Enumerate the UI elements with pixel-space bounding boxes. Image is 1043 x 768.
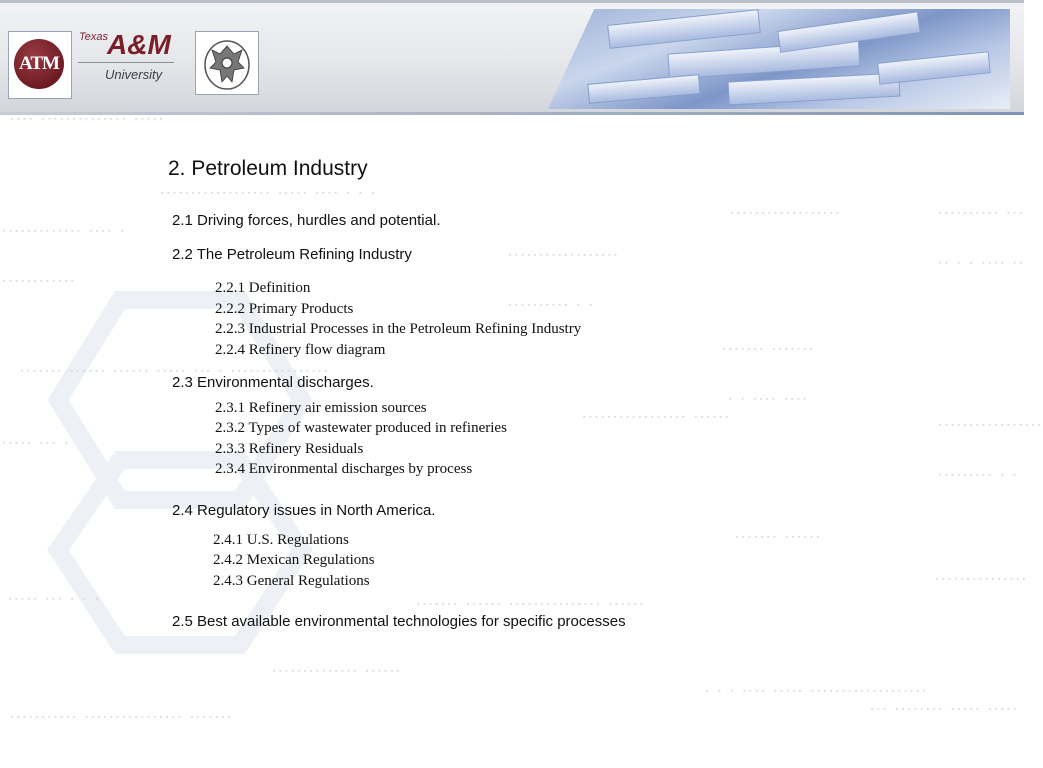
brand-university: University bbox=[105, 67, 163, 82]
section-2-2-4: 2.2.4 Refinery flow diagram bbox=[215, 342, 386, 358]
state-seal-icon bbox=[195, 31, 259, 95]
section-2-3-1: 2.3.1 Refinery air emission sources bbox=[215, 400, 427, 416]
section-2-3: 2.3 Environmental discharges. bbox=[172, 374, 374, 391]
section-2-2-3: 2.2.3 Industrial Processes in the Petroleum Refining Industry bbox=[215, 321, 582, 337]
banner-divider bbox=[0, 112, 1024, 115]
atm-monogram: ATM bbox=[14, 39, 64, 89]
banner-graphic bbox=[548, 9, 1010, 109]
atm-logo bbox=[8, 31, 72, 99]
brand-am: A&M bbox=[107, 29, 171, 60]
section-2-1: 2.1 Driving forces, hurdles and potential. bbox=[172, 212, 441, 229]
section-2-4-1: 2.4.1 U.S. Regulations bbox=[213, 532, 349, 548]
section-2-4-2: 2.4.2 Mexican Regulations bbox=[213, 552, 375, 568]
section-2-3-3: 2.3.3 Refinery Residuals bbox=[215, 441, 364, 457]
slide-title: 2. Petroleum Industry bbox=[168, 157, 368, 180]
header-banner bbox=[0, 0, 1024, 115]
section-2-2-2: 2.2.2 Primary Products bbox=[215, 301, 354, 317]
section-2-2-1: 2.2.1 Definition bbox=[215, 280, 311, 296]
section-2-4: 2.4 Regulatory issues in North America. bbox=[172, 502, 436, 519]
section-2-4-3: 2.4.3 General Regulations bbox=[213, 573, 370, 589]
section-2-3-2: 2.3.2 Types of wastewater produced in refineries bbox=[215, 420, 507, 436]
section-2-2: 2.2 The Petroleum Refining Industry bbox=[172, 246, 412, 263]
section-2-3-4: 2.3.4 Environmental discharges by process bbox=[215, 461, 473, 477]
brand-texas: Texas bbox=[79, 31, 108, 43]
brand-divider bbox=[78, 62, 174, 63]
section-2-5: 2.5 Best available environmental technologies for specific processes bbox=[172, 613, 626, 630]
